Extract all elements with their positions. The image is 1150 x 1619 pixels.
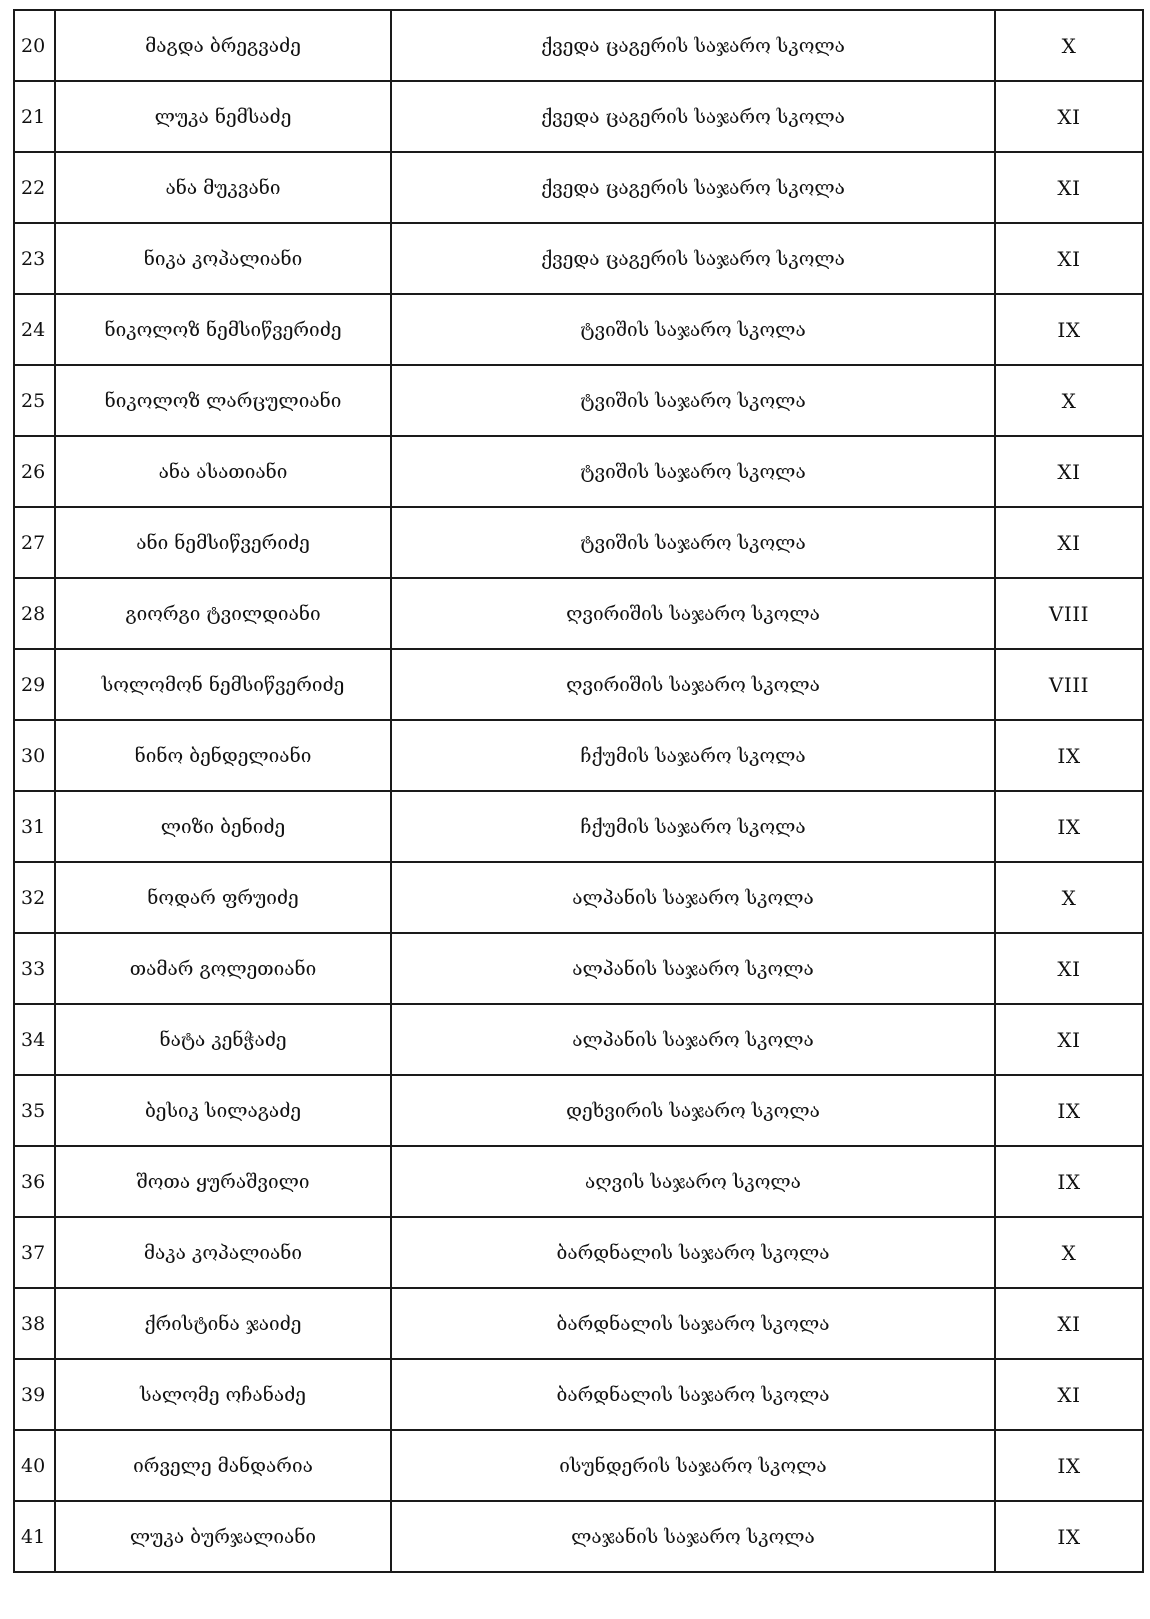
table-row <box>14 720 1143 791</box>
school-name-cell: ქვედა ცაგერის საჯარო სკოლა <box>391 152 995 223</box>
table-row <box>14 81 1143 152</box>
table-row <box>14 1501 1143 1572</box>
grade-cell: XI <box>995 223 1143 294</box>
school-name-cell: ჩქუმის საჯარო სკოლა <box>391 791 995 862</box>
grade-cell: IX <box>995 1501 1143 1572</box>
row-number-cell: 33 <box>14 933 55 1004</box>
grade-cell: VIII <box>995 578 1143 649</box>
school-name-cell: ბარდნალის საჯარო სკოლა <box>391 1288 995 1359</box>
student-name-cell: სალომე ოჩანაძე <box>55 1359 391 1430</box>
table-row <box>14 1430 1143 1501</box>
grade-cell: XI <box>995 436 1143 507</box>
school-name-cell: ისუნდერის საჯარო სკოლა <box>391 1430 995 1501</box>
grade-cell: X <box>995 10 1143 81</box>
grade-cell: IX <box>995 1146 1143 1217</box>
student-name-cell: მაგდა ბრეგვაძე <box>55 10 391 81</box>
student-name-cell: ქრისტინა ჯაიძე <box>55 1288 391 1359</box>
row-number-cell: 24 <box>14 294 55 365</box>
grade-cell: XI <box>995 933 1143 1004</box>
school-name-cell: ალპანის საჯარო სკოლა <box>391 933 995 1004</box>
school-name-cell: ლაჯანის საჯარო სკოლა <box>391 1501 995 1572</box>
student-name-cell: ნოდარ ფრუიძე <box>55 862 391 933</box>
grade-cell: IX <box>995 720 1143 791</box>
student-name-cell: ლიზი ბენიძე <box>55 791 391 862</box>
school-name-cell: ალპანის საჯარო სკოლა <box>391 862 995 933</box>
grade-cell: IX <box>995 294 1143 365</box>
grade-cell: X <box>995 862 1143 933</box>
row-number-cell: 23 <box>14 223 55 294</box>
row-number-cell: 29 <box>14 649 55 720</box>
student-name-cell: ნიკოლოზ ნემსიწვერიძე <box>55 294 391 365</box>
grade-cell: XI <box>995 1004 1143 1075</box>
school-name-cell: ტვიშის საჯარო სკოლა <box>391 507 995 578</box>
row-number-cell: 39 <box>14 1359 55 1430</box>
grade-cell: IX <box>995 791 1143 862</box>
student-name-cell: გიორგი ტვილდიანი <box>55 578 391 649</box>
row-number-cell: 35 <box>14 1075 55 1146</box>
school-name-cell: ღვირიშის საჯარო სკოლა <box>391 578 995 649</box>
grade-cell: X <box>995 365 1143 436</box>
row-number-cell: 26 <box>14 436 55 507</box>
school-name-cell: ტვიშის საჯარო სკოლა <box>391 365 995 436</box>
table-row <box>14 294 1143 365</box>
student-name-cell: ლუკა ნემსაძე <box>55 81 391 152</box>
grade-cell: X <box>995 1217 1143 1288</box>
student-name-cell: ნიკოლოზ ლარცულიანი <box>55 365 391 436</box>
table-row <box>14 1004 1143 1075</box>
school-name-cell: ტვიშის საჯარო სკოლა <box>391 294 995 365</box>
student-name-cell: ანი ნემსიწვერიძე <box>55 507 391 578</box>
row-number-cell: 28 <box>14 578 55 649</box>
school-name-cell: დეხვირის საჯარო სკოლა <box>391 1075 995 1146</box>
table-row <box>14 1288 1143 1359</box>
table-row <box>14 152 1143 223</box>
table-row <box>14 862 1143 933</box>
row-number-cell: 25 <box>14 365 55 436</box>
grade-cell: IX <box>995 1075 1143 1146</box>
table-row <box>14 578 1143 649</box>
student-name-cell: ნინო ბენდელიანი <box>55 720 391 791</box>
table-row <box>14 1217 1143 1288</box>
grade-cell: XI <box>995 1288 1143 1359</box>
student-name-cell: ნატა კენჭაძე <box>55 1004 391 1075</box>
row-number-cell: 32 <box>14 862 55 933</box>
table-row <box>14 1359 1143 1430</box>
student-name-cell: სოლომონ ნემსიწვერიძე <box>55 649 391 720</box>
school-name-cell: ქვედა ცაგერის საჯარო სკოლა <box>391 223 995 294</box>
grade-cell: XI <box>995 507 1143 578</box>
table-row <box>14 1146 1143 1217</box>
table-row <box>14 223 1143 294</box>
row-number-cell: 37 <box>14 1217 55 1288</box>
grade-cell: IX <box>995 1430 1143 1501</box>
student-table-body <box>14 10 1143 1572</box>
student-name-cell: ბესიკ სილაგაძე <box>55 1075 391 1146</box>
row-number-cell: 34 <box>14 1004 55 1075</box>
student-name-cell: ლუკა ბურჯალიანი <box>55 1501 391 1572</box>
student-name-cell: ნიკა კოპალიანი <box>55 223 391 294</box>
table-row <box>14 649 1143 720</box>
school-name-cell: ღვირიშის საჯარო სკოლა <box>391 649 995 720</box>
student-name-cell: ანა ასათიანი <box>55 436 391 507</box>
table-row <box>14 933 1143 1004</box>
school-name-cell: ბარდნალის საჯარო სკოლა <box>391 1359 995 1430</box>
student-name-cell: ირველე მანდარია <box>55 1430 391 1501</box>
row-number-cell: 38 <box>14 1288 55 1359</box>
row-number-cell: 22 <box>14 152 55 223</box>
school-name-cell: ტვიშის საჯარო სკოლა <box>391 436 995 507</box>
school-name-cell: აღვის საჯარო სკოლა <box>391 1146 995 1217</box>
row-number-cell: 41 <box>14 1501 55 1572</box>
school-name-cell: ქვედა ცაგერის საჯარო სკოლა <box>391 10 995 81</box>
school-name-cell: ალპანის საჯარო სკოლა <box>391 1004 995 1075</box>
row-number-cell: 36 <box>14 1146 55 1217</box>
grade-cell: VIII <box>995 649 1143 720</box>
row-number-cell: 30 <box>14 720 55 791</box>
grade-cell: XI <box>995 1359 1143 1430</box>
student-table <box>13 9 1144 1573</box>
school-name-cell: ბარდნალის საჯარო სკოლა <box>391 1217 995 1288</box>
table-row <box>14 10 1143 81</box>
table-row <box>14 436 1143 507</box>
grade-cell: XI <box>995 152 1143 223</box>
grade-cell: XI <box>995 81 1143 152</box>
student-name-cell: შოთა ყურაშვილი <box>55 1146 391 1217</box>
table-row <box>14 1075 1143 1146</box>
row-number-cell: 21 <box>14 81 55 152</box>
student-name-cell: მაკა კოპალიანი <box>55 1217 391 1288</box>
school-name-cell: ჩქუმის საჯარო სკოლა <box>391 720 995 791</box>
table-row <box>14 365 1143 436</box>
school-name-cell: ქვედა ცაგერის საჯარო სკოლა <box>391 81 995 152</box>
student-name-cell: ანა მუკვანი <box>55 152 391 223</box>
row-number-cell: 20 <box>14 10 55 81</box>
row-number-cell: 31 <box>14 791 55 862</box>
student-name-cell: თამარ გოლეთიანი <box>55 933 391 1004</box>
row-number-cell: 27 <box>14 507 55 578</box>
table-row <box>14 791 1143 862</box>
table-row <box>14 507 1143 578</box>
row-number-cell: 40 <box>14 1430 55 1501</box>
